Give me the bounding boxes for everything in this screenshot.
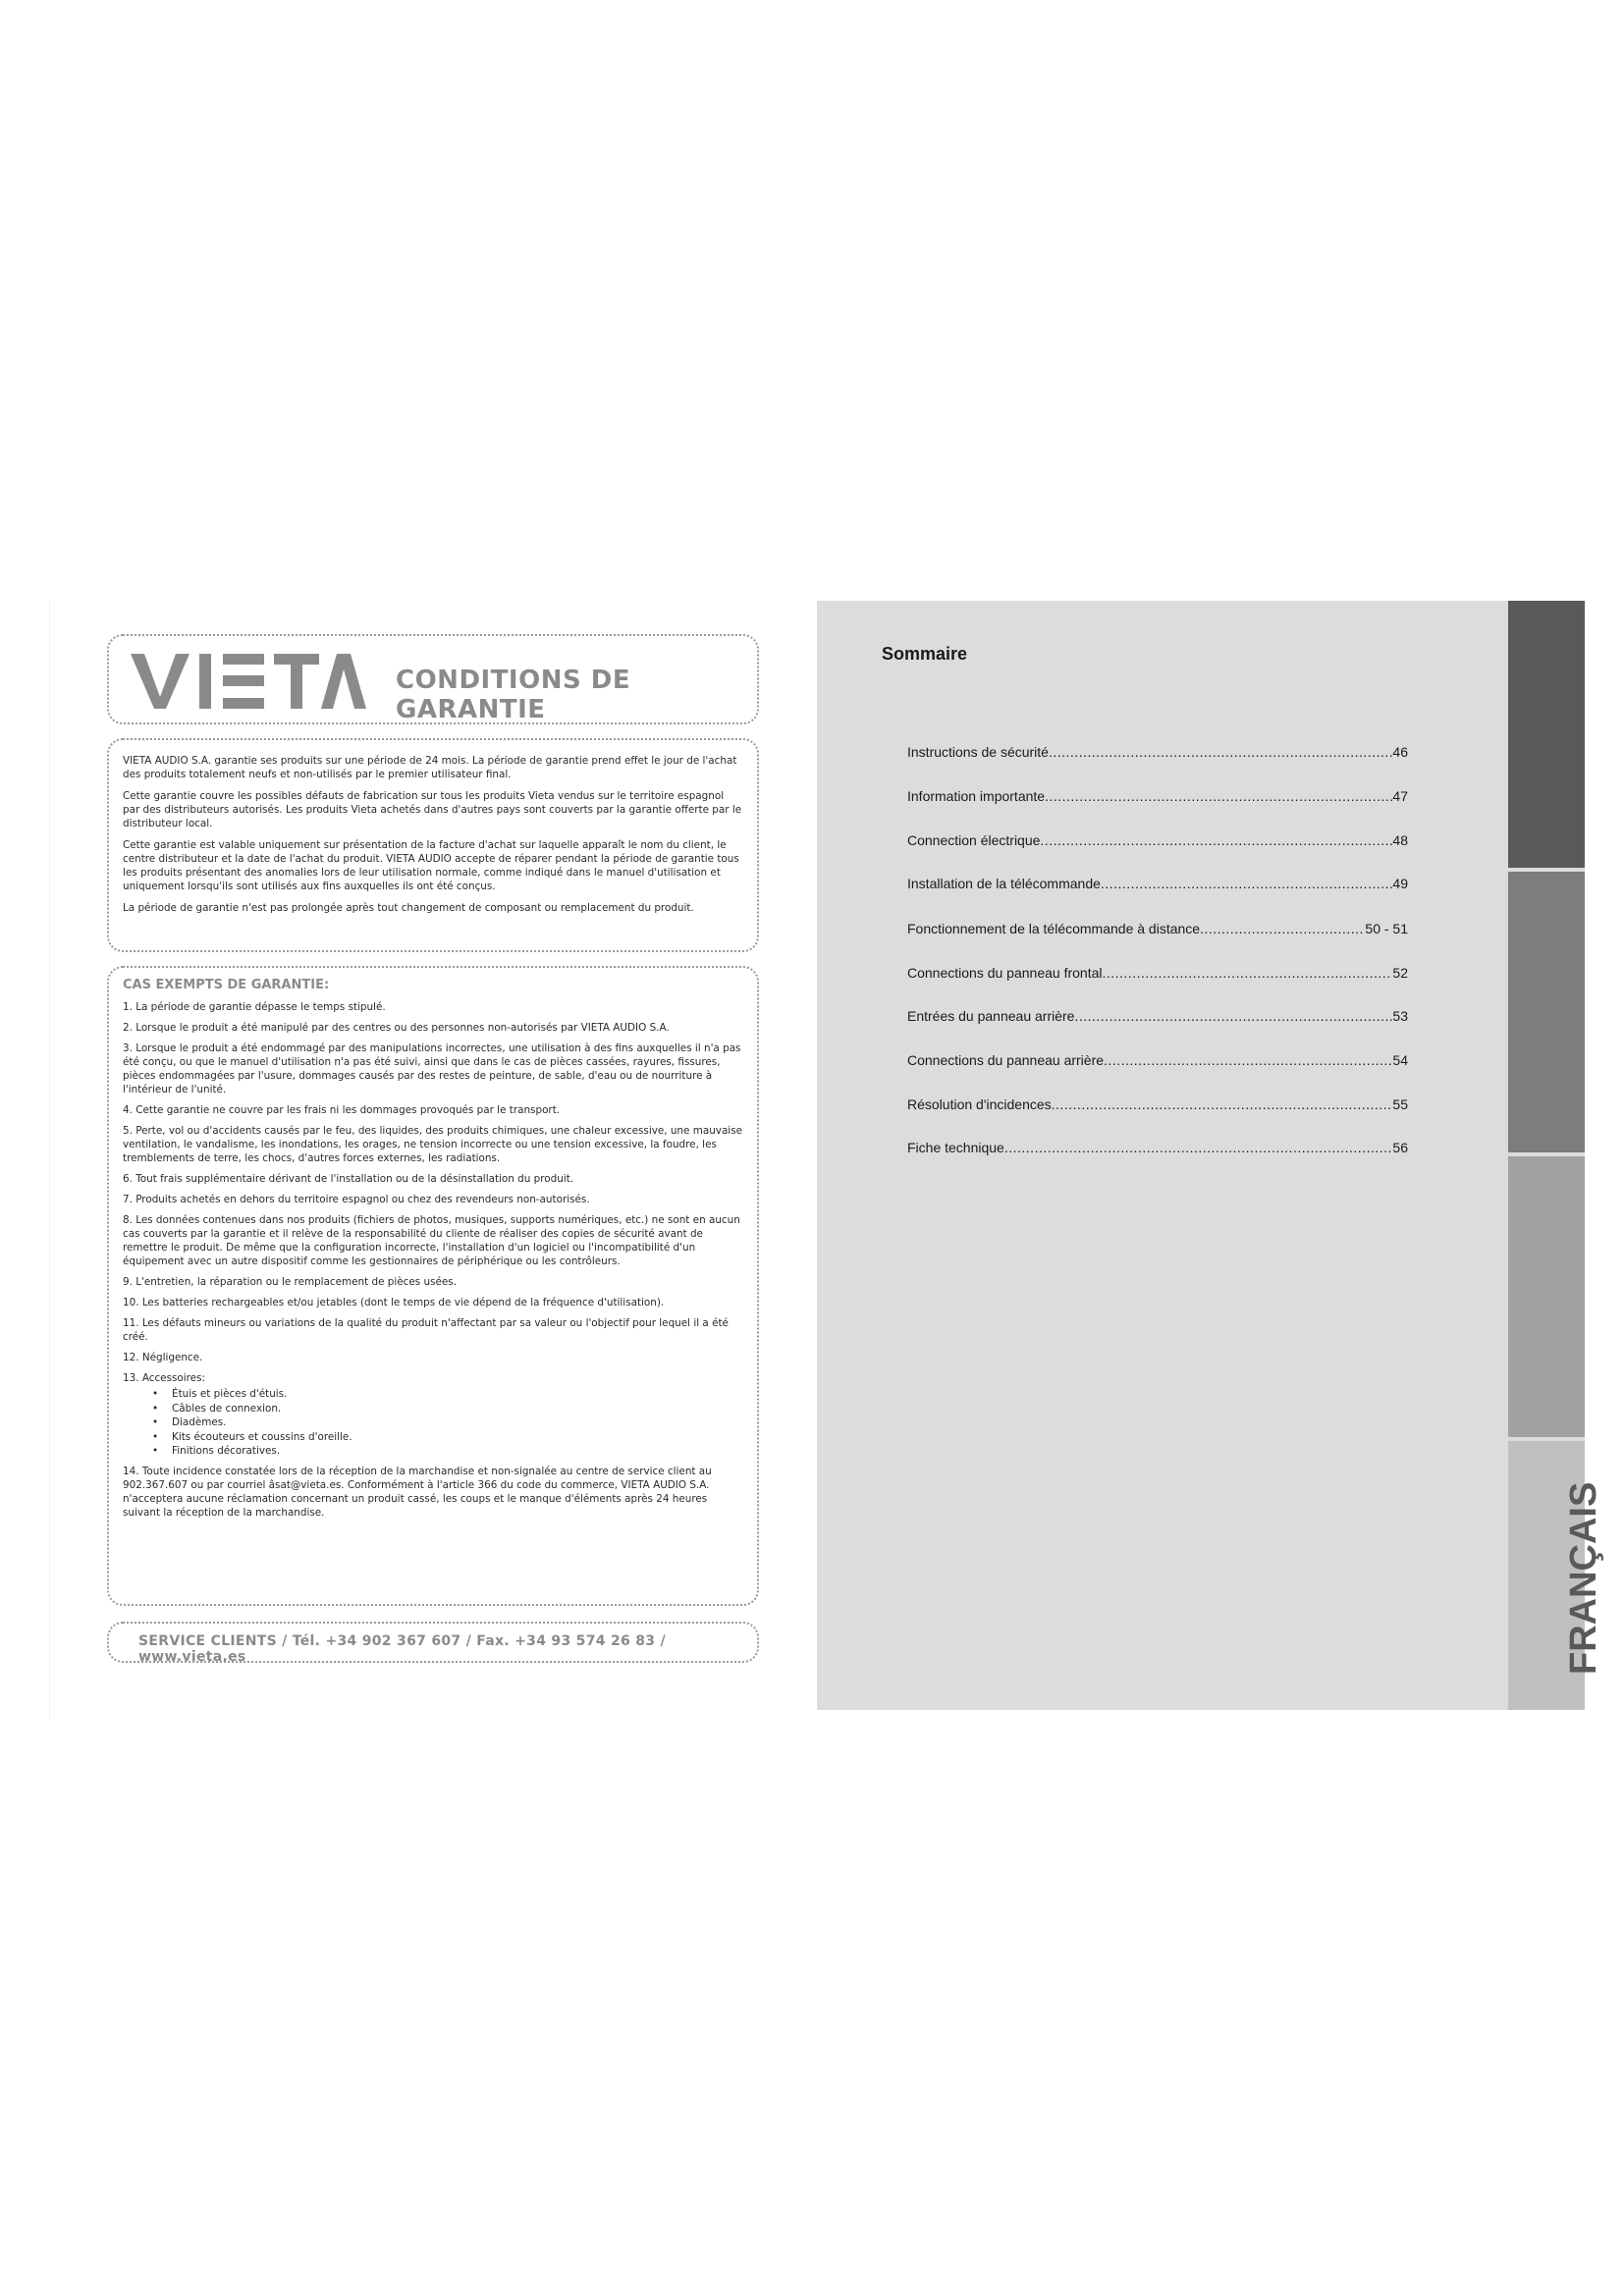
exempt-clause: 7. Produits achetés en dehors du territoire espagnol ou chez des revendeurs non-autorisés. bbox=[123, 1194, 590, 1205]
toc-entry-label: Installation de la télécommande bbox=[907, 876, 1101, 891]
list-item: • Diadèmes. bbox=[123, 1415, 743, 1430]
leader-dots bbox=[1104, 1052, 1392, 1068]
exempt-clause: 2. Lorsque le produit a été manipulé par des centres ou des personnes non-autorisés par VIETA AUDIO S.A. bbox=[123, 1022, 670, 1034]
exempt-clause: 3. Lorsque le produit a été endommagé par des manipulations incorrectes, une utilisation à des fins auxquelles il n'a pas été conçu, ou que le manuel d'utilisation n'a pas été suivi, ainsi que dans le cas de pièces cassées, rayures, fissures, pièces endommagées par l'usure, dommages causés par des restes de peinture, de sable, d'eau ou de nourriture à l'intérieur de l'unité. bbox=[123, 1042, 741, 1095]
toc-entry-label: Fonctionnement de la télécommande à distance bbox=[907, 921, 1201, 936]
toc-entry-page: 53 bbox=[1392, 1008, 1408, 1024]
leader-dots bbox=[1049, 744, 1392, 760]
toc-title: Sommaire bbox=[882, 644, 968, 664]
exempt-clause: 1. La période de garantie dépasse le temps stipulé. bbox=[123, 1001, 386, 1013]
warranty-header bbox=[107, 634, 759, 724]
leader-dots bbox=[1040, 832, 1392, 848]
toc-entry-label: Fiche technique bbox=[907, 1140, 1004, 1155]
toc-entry[interactable] bbox=[907, 744, 1408, 764]
section-tab-dark bbox=[1508, 601, 1585, 868]
exempt-clause: 8. Les données contenues dans nos produits (fichiers de photos, musiques, supports numériques, etc.) ne sont en aucun cas couverts par la garantie et il relève de la responsabilité du cliente de réaliser des copies de sécurité avant de remettre le produit. De même que la configuration incorrecte, l'installation d'un logiciel ou l'incompatibilité d'un équipement avec un autre dispositif comme les gestionnaires de périphérique ou les contrôleurs. bbox=[123, 1214, 740, 1267]
exempt-cases-title: CAS EXEMPTS DE GARANTIE: bbox=[123, 978, 330, 992]
exempt-clause: 9. L'entretien, la réparation ou le remplacement de pièces usées. bbox=[123, 1276, 458, 1288]
exempt-clause: 11. Les défauts mineurs ou variations de la qualité du produit n'affectant par sa valeur ou l'objectif pour lequel il a été créé. bbox=[123, 1317, 729, 1343]
warranty-title: CONDITIONS DE GARANTIE bbox=[396, 666, 631, 724]
toc-entry[interactable] bbox=[907, 1096, 1408, 1116]
exempt-cases-box bbox=[107, 966, 759, 1606]
toc-entry-page: 47 bbox=[1392, 788, 1408, 804]
service-contact-line: SERVICE CLIENTS / Tél. +34 902 367 607 / Fax. +34 93 574 26 83 / www.vieta.es bbox=[138, 1633, 666, 1665]
toc-entry-label: Instructions de sécurité bbox=[907, 744, 1049, 760]
toc-entry-page: 46 bbox=[1392, 744, 1408, 760]
intro-paragraph: La période de garantie n'est pas prolongée après tout changement de composant ou remplacement du produit. bbox=[123, 902, 694, 914]
list-item: • Finitions décoratives. bbox=[123, 1444, 743, 1459]
section-tab-mid bbox=[1508, 872, 1585, 1152]
toc-entry-label: Connection électrique bbox=[907, 832, 1041, 848]
leader-dots bbox=[1200, 921, 1365, 936]
contents-page bbox=[817, 601, 1604, 1710]
exempt-clause: 6. Tout frais supplémentaire dérivant de l'installation ou de la désinstallation du produit. bbox=[123, 1173, 574, 1185]
toc-entry-page: 48 bbox=[1392, 832, 1408, 848]
toc-entry-label: Information importante bbox=[907, 788, 1046, 804]
toc-entry-page: 54 bbox=[1392, 1052, 1408, 1068]
toc-entry-page: 55 bbox=[1392, 1096, 1408, 1112]
warranty-intro-box bbox=[107, 738, 759, 952]
service-footer bbox=[107, 1622, 759, 1663]
toc-entry-label: Résolution d'incidences bbox=[907, 1096, 1052, 1112]
toc-entry[interactable] bbox=[907, 965, 1408, 985]
toc-entry-page: 56 bbox=[1392, 1140, 1408, 1155]
toc-entry-label: Connections du panneau frontal bbox=[907, 965, 1103, 981]
language-label: FRANÇAIS bbox=[1563, 1481, 1604, 1675]
accessories-list bbox=[123, 1387, 743, 1459]
toc-entry[interactable] bbox=[907, 921, 1408, 940]
leader-dots bbox=[1052, 1096, 1393, 1112]
intro-paragraph: VIETA AUDIO S.A. garantie ses produits sur une période de 24 mois. La période de garantie prend effet le jour de l'achat des produits totalement neufs et non-utilisés par le premier utilisateur final. bbox=[123, 755, 737, 780]
leader-dots bbox=[1102, 965, 1392, 981]
toc-entry[interactable] bbox=[907, 1140, 1408, 1159]
toc-entry-label: Entrées du panneau arrière bbox=[907, 1008, 1075, 1024]
toc-entry[interactable] bbox=[907, 876, 1408, 895]
exempt-clause: 13. Accessoires: bbox=[123, 1372, 205, 1384]
toc-entry[interactable] bbox=[907, 832, 1408, 852]
list-item: • Câbles de connexion. bbox=[123, 1402, 743, 1416]
toc-entry-page: 49 bbox=[1392, 876, 1408, 891]
list-item: • Étuis et pièces d'étuis. bbox=[123, 1387, 743, 1402]
toc-entry[interactable] bbox=[907, 1052, 1408, 1072]
intro-paragraph: Cette garantie couvre les possibles défauts de fabrication sur tous les produits Vieta vendus sur le territoire espagnol par des distributeurs autorisés. Les produits Vieta achetés dans d'autres pays sont couverts par la garantie offerte par le distributeur local. bbox=[123, 790, 742, 829]
toc-entry[interactable] bbox=[907, 788, 1408, 808]
leader-dots bbox=[1074, 1008, 1392, 1024]
exempt-clause: 14. Toute incidence constatée lors de la réception de la marchandise et non-signalée au centre de service client au 902.367.607 ou par courriel âsat@vieta.es. Conformément à l'article 366 du code du commerce, VIETA AUDIO S.A. n'acceptera aucune réclamation concernant un produit cassé, les coups et le manque d'éléments après 24 heures suivant la réception de la marchandise. bbox=[123, 1465, 712, 1519]
exempt-clause: 4. Cette garantie ne couvre par les frais ni les dommages provoqués par le transport. bbox=[123, 1104, 561, 1116]
list-item: • Kits écouteurs et coussins d'oreille. bbox=[123, 1430, 743, 1445]
toc-entry-page: 50 - 51 bbox=[1365, 921, 1408, 936]
section-tab-light bbox=[1508, 1156, 1585, 1437]
leader-dots bbox=[1101, 876, 1393, 891]
toc-entry-page: 52 bbox=[1392, 965, 1408, 981]
toc-entry[interactable] bbox=[907, 1008, 1408, 1028]
vieta-logo bbox=[131, 650, 366, 713]
toc-entry-label: Connections du panneau arrière bbox=[907, 1052, 1105, 1068]
leader-dots bbox=[1004, 1140, 1393, 1155]
exempt-clause: 10. Les batteries rechargeables et/ou jetables (dont le temps de vie dépend de la fréquence d'utilisation). bbox=[123, 1297, 665, 1308]
warranty-page bbox=[49, 601, 816, 1720]
section-tab-francais bbox=[1508, 1441, 1604, 1710]
leader-dots bbox=[1045, 788, 1392, 804]
exempt-clause: 12. Négligence. bbox=[123, 1352, 203, 1363]
intro-paragraph: Cette garantie est valable uniquement sur présentation de la facture d'achat sur laquelle apparaît le nom du client, le centre distributeur et la date de l'achat du produit. VIETA AUDIO accepte de réparer pendant la période de garantie tous les produits présentant des anomalies lors de leur utilisation normale, comme indiqué dans le manuel d'utilisation et uniquement lorsqu'ils sont utilisés aux fins auxquelles ils ont été conçus. bbox=[123, 839, 739, 892]
exempt-clause: 5. Perte, vol ou d'accidents causés par le feu, des liquides, des produits chimiques, une chaleur excessive, une mauvaise ventilation, le vandalisme, les inondations, les orages, ne tension incorrecte ou une tension excessive, la foudre, les tremblements de terre, les chocs, d'autres forces externes, les radiations. bbox=[123, 1125, 743, 1164]
